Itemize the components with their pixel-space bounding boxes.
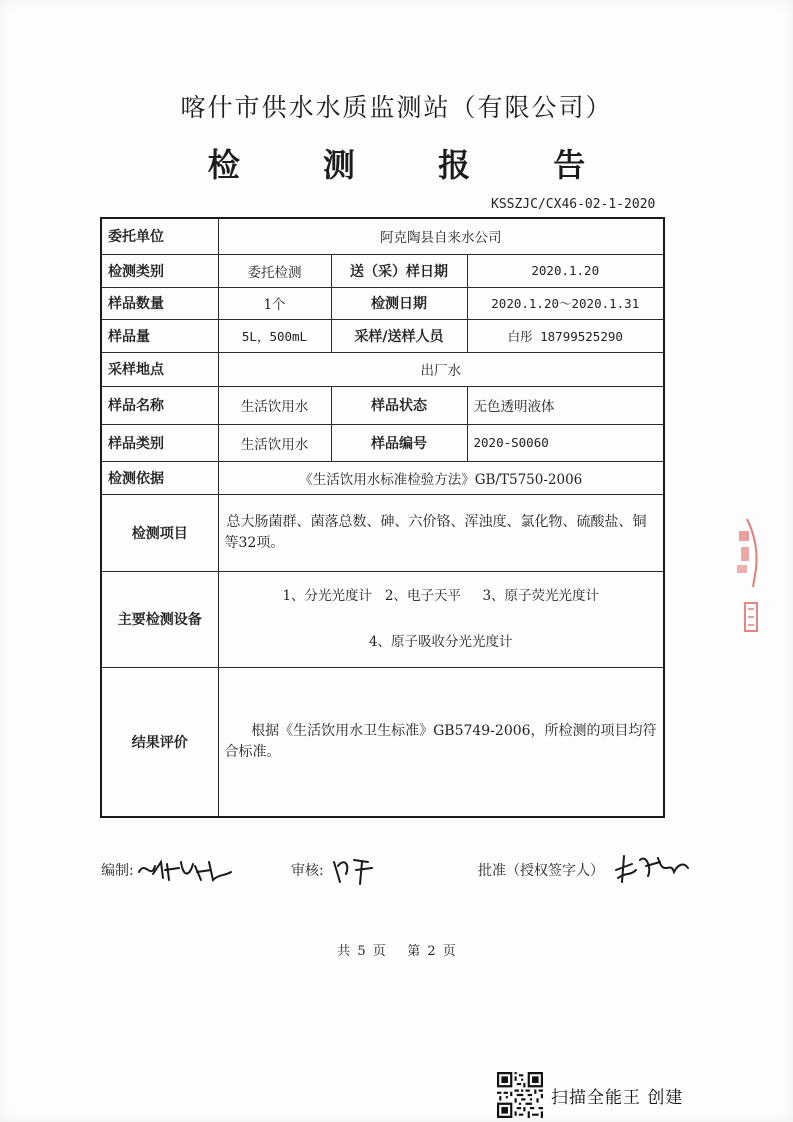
- client-value: 阿克陶县自来水公司: [218, 218, 664, 254]
- equipment-label: 主要检测设备: [101, 571, 218, 667]
- sample-volume-label: 样品量: [101, 319, 218, 352]
- sample-name-label: 样品名称: [101, 386, 218, 424]
- table-row: [101, 667, 664, 817]
- editor-label: 编制:: [101, 863, 134, 879]
- sample-date-label: 送（采）样日期: [331, 254, 467, 287]
- reviewer-signature-icon: [328, 852, 378, 888]
- table-row: [101, 424, 664, 461]
- result-value: 根据《生活饮用水卫生标准》GB5749-2006，所检测的项目均符合标准。: [218, 667, 664, 817]
- table-row: [101, 386, 664, 424]
- table-row: [101, 287, 664, 319]
- table-row: [101, 319, 664, 352]
- equipment-spacer: [225, 606, 658, 632]
- report-title: 检 测 报 告: [207, 146, 622, 184]
- sample-count-label: 样品数量: [101, 287, 218, 319]
- document-code: KSSZJC/CX46-02-1-2020: [491, 197, 656, 212]
- test-date-value: 2020.1.20～2020.1.31: [467, 287, 664, 319]
- table-row: [101, 571, 664, 667]
- table-row: [101, 254, 664, 287]
- location-label: 采样地点: [101, 352, 218, 386]
- sample-count-value: 1个: [218, 287, 331, 319]
- sample-state-value: 无色透明液体: [467, 386, 664, 424]
- report-table: [100, 217, 665, 818]
- basis-value: 《生活饮用水标准检验方法》GB/T5750-2006: [218, 461, 664, 494]
- basis-label: 检测依据: [101, 461, 218, 494]
- test-type-label: 检测类别: [101, 254, 218, 287]
- equipment-line-2: 4、原子吸收分光光度计: [368, 634, 513, 650]
- test-date-label: 检测日期: [331, 287, 467, 319]
- sample-state-label: 样品状态: [331, 386, 467, 424]
- table-row: [101, 352, 664, 386]
- table-row: [101, 461, 664, 494]
- reviewer-label: 审核:: [291, 863, 324, 879]
- sample-no-value: 2020-S0060: [467, 424, 664, 461]
- sample-name-value: 生活饮用水: [218, 386, 331, 424]
- client-label: 委托单位: [101, 218, 218, 254]
- qr-code-icon: [497, 1072, 543, 1118]
- test-type-value: 委托检测: [218, 254, 331, 287]
- equipment-cell: [218, 571, 664, 667]
- sample-volume-value: 5L，500mL: [218, 319, 331, 352]
- table-row: [101, 218, 664, 254]
- sampler-value: 白彤 18799525290: [467, 319, 664, 352]
- red-seal-icon: [725, 515, 765, 645]
- editor-signature-icon: [135, 854, 235, 888]
- sampler-label: 采样/送样人员: [331, 319, 467, 352]
- scanner-watermark-text: 扫描全能王 创建: [551, 1087, 684, 1108]
- sample-category-value: 生活饮用水: [218, 424, 331, 461]
- approver-label: 批准（授权签字人）: [478, 863, 604, 879]
- scanner-footer: [497, 1073, 683, 1117]
- location-value: 出厂水: [218, 352, 664, 386]
- sample-no-label: 样品编号: [331, 424, 467, 461]
- items-value: 总大肠菌群、菌落总数、砷、六价铬、浑浊度、氯化物、硫酸盐、铜等32项。: [218, 494, 664, 571]
- sample-date-value: 2020.1.20: [467, 254, 664, 287]
- result-label: 结果评价: [101, 667, 218, 817]
- table-row: [101, 494, 664, 571]
- equipment-line-1: 1、分光光度计 2、电子天平 3、原子荧光光度计: [282, 588, 600, 604]
- items-label: 检测项目: [101, 494, 218, 571]
- sample-category-label: 样品类别: [101, 424, 218, 461]
- approver-signature-icon: [612, 850, 692, 886]
- page-number: 共 5 页 第 2 页: [337, 944, 456, 959]
- org-name: 喀什市供水水质监测站（有限公司）: [180, 93, 613, 122]
